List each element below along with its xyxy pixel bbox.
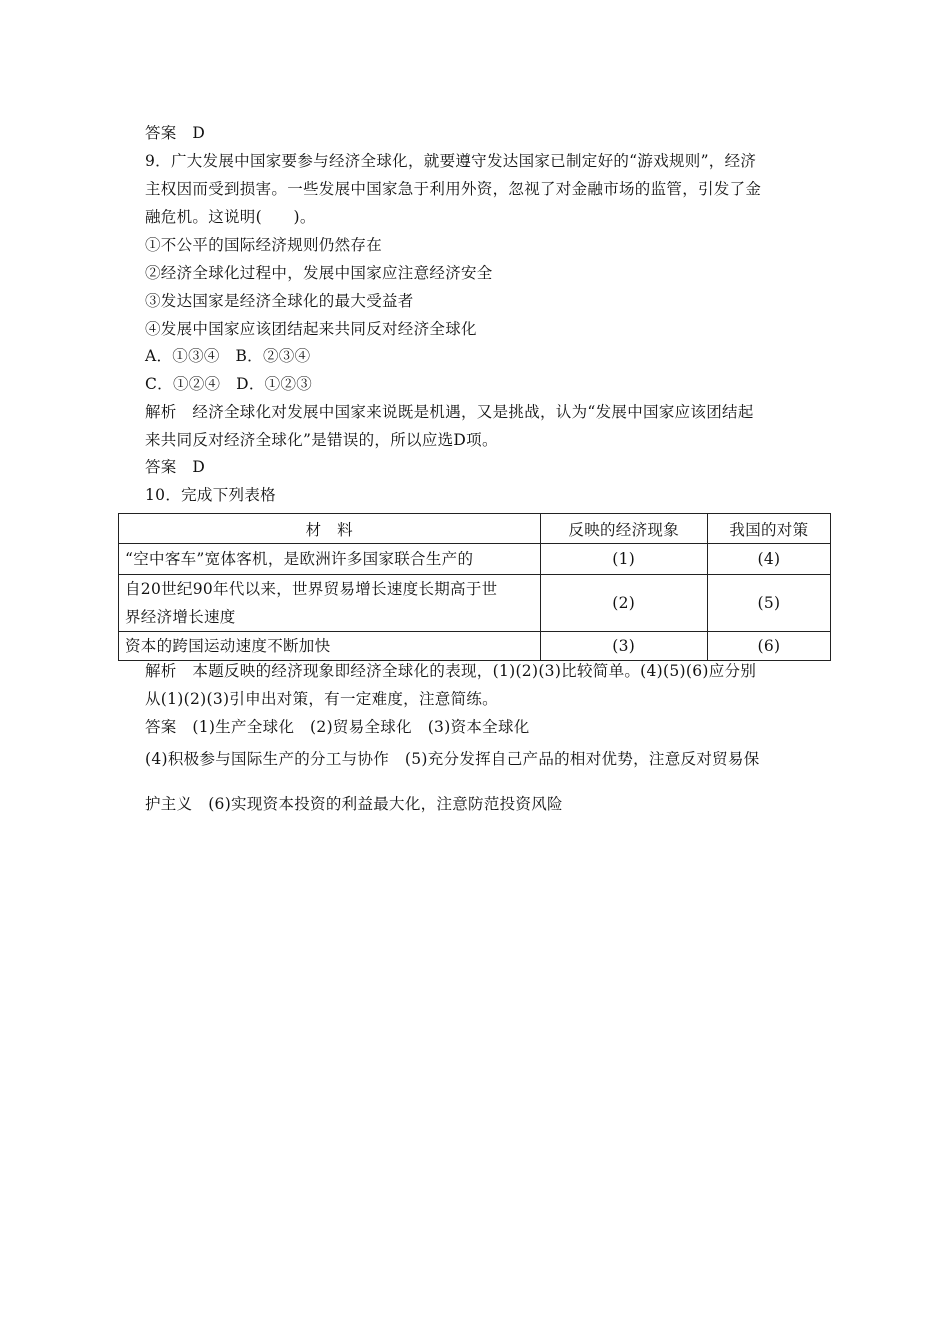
material-cell: 资本的跨国运动速度不断加快 [119,632,541,661]
table-header-row [119,514,831,544]
header-policy: 我国的对策 [707,514,830,544]
analysis-10-line-1: 解析 本题反映的经济现象即经济全球化的表现，(1)(2)(3)比较简单。(4)(5)(6)应分别 [145,662,757,680]
option-statement-3: ③发达国家是经济全球化的最大受益者 [145,292,414,310]
material-line: 自20世纪90年代以来，世界贸易增长速度长期高于世 [125,580,498,598]
table-row [119,632,831,661]
question-9-line-3: 融危机。这说明( )。 [145,208,316,226]
material-cell: “空中客车”宽体客机，是欧洲许多国家联合生产的 [119,544,541,575]
policy-cell: (4) [707,544,830,575]
policy-cell: (6) [707,632,830,661]
table-row [119,544,831,575]
question-10-table [118,513,831,661]
question-9-line-2: 主权因而受到损害。一些发展中国家急于利用外资，忽视了对金融市场的监管，引发了金 [145,180,762,198]
analysis-9-line-1: 解析 经济全球化对发展中国家来说既是机遇，又是挑战，认为“发展中国家应该团结起 [145,403,754,421]
option-statement-2: ②经济全球化过程中，发展中国家应注意经济安全 [145,264,493,282]
choices-a-b: A．①③④ B．②③④ [145,347,311,365]
answer-10-line-1: 答案 (1)生产全球化 (2)贸易全球化 (3)资本全球化 [145,718,530,736]
answer-10-line-2: (4)积极参与国际生产的分工与协作 (5)充分发挥自己产品的相对优势，注意反对贸易保 [145,750,760,768]
answer-10-line-3: 护主义 (6)实现资本投资的利益最大化，注意防范投资风险 [145,795,563,813]
header-material: 材 料 [119,514,541,544]
phenomenon-cell: (2) [540,575,707,632]
choices-c-d: C．①②④ D．①②③ [145,375,313,393]
table-row [119,575,831,632]
answer-8: 答案 D [145,124,206,142]
analysis-9-line-2: 来共同反对经济全球化”是错误的，所以应选D项。 [145,431,498,449]
phenomenon-cell: (1) [540,544,707,575]
option-statement-1: ①不公平的国际经济规则仍然存在 [145,236,383,254]
phenomenon-cell: (3) [540,632,707,661]
material-line: 界经济增长速度 [125,608,236,626]
answer-9: 答案 D [145,458,206,476]
question-10: 10．完成下列表格 [145,486,276,504]
analysis-10-line-2: 从(1)(2)(3)引申出对策，有一定难度，注意简练。 [145,690,498,708]
material-cell [119,575,541,632]
option-statement-4: ④发展中国家应该团结起来共同反对经济全球化 [145,320,477,338]
header-phenomenon: 反映的经济现象 [540,514,707,544]
policy-cell: (5) [707,575,830,632]
question-9-line-1: 9．广大发展中国家要参与经济全球化，就要遵守发达国家已制定好的“游戏规则”，经济 [145,152,757,170]
